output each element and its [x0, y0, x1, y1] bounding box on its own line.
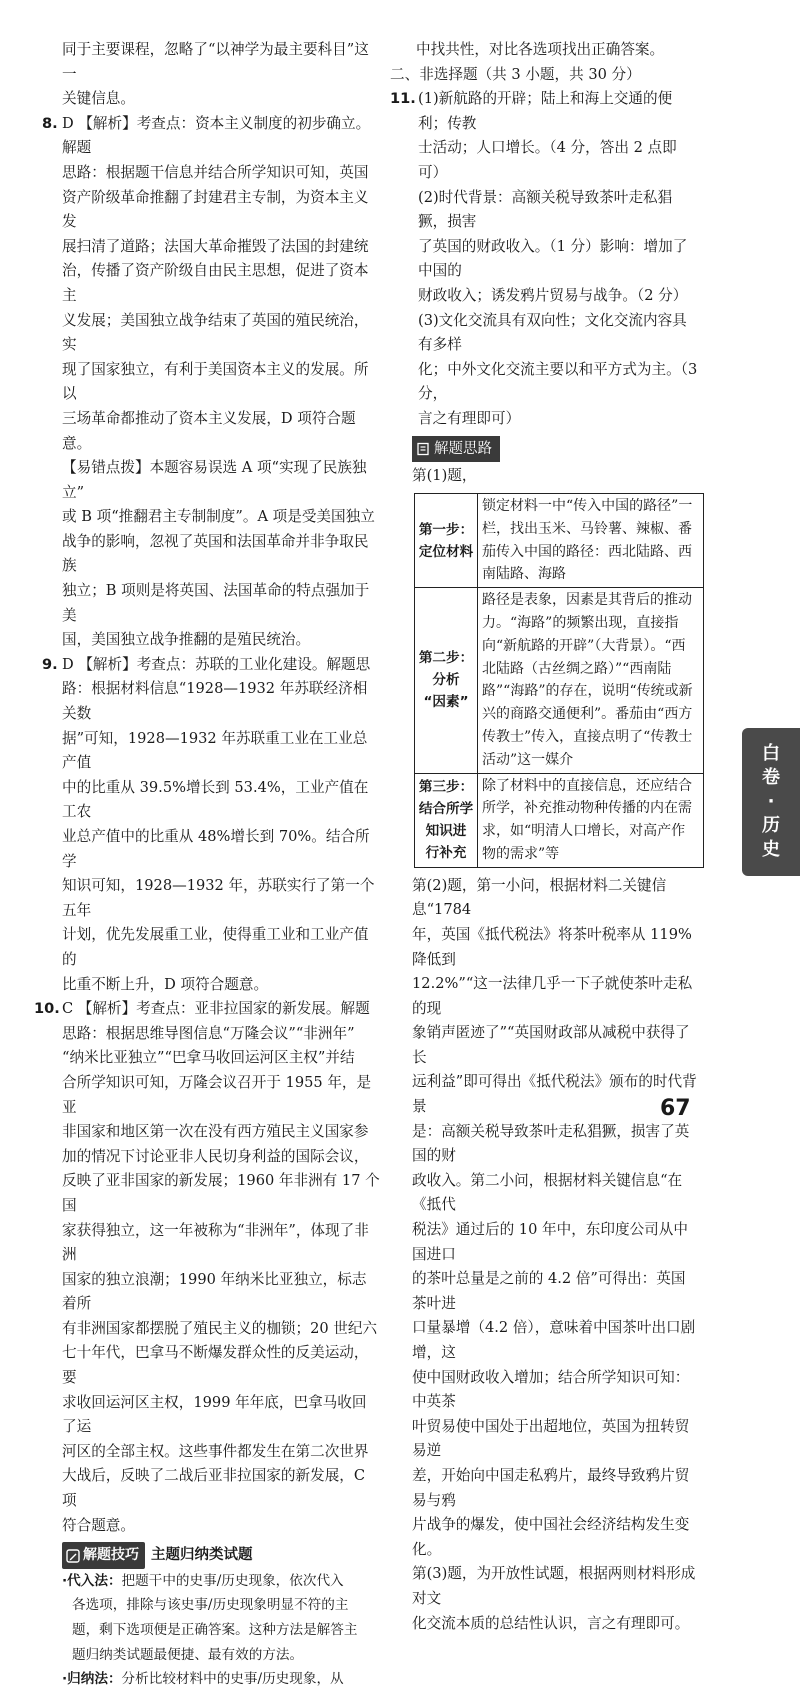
- text-line: 使中国财政收入增加；结合所学知识可知：中英茶: [412, 1368, 690, 1411]
- text-line: 知识可知，1928—1932 年，苏联实行了第一个五年: [62, 877, 375, 919]
- text-line: 言之有理即可）: [418, 409, 521, 427]
- text-line: 象销声匿迹了”“英国财政部从减税中获得了长: [412, 1024, 690, 1066]
- text-line: 求收回运河区主权，1999 年年底，巴拿马收回了运: [62, 1393, 367, 1436]
- side-tab: [742, 728, 800, 876]
- text-line: 题，剩下选项便是正确答案。这种方法是解答主: [72, 1622, 358, 1638]
- steps-table: [414, 493, 704, 868]
- text-line: 反映了亚非国家的新发展；1960 年非洲有 17 个国: [62, 1172, 380, 1214]
- table-row: [415, 493, 704, 587]
- text-line: 的茶叶总量是之前的 4.2 倍”可得出：英国茶叶进: [412, 1270, 686, 1312]
- answer-q10: [34, 997, 380, 1538]
- tip-box: [62, 1542, 380, 1692]
- text-line: 独立；B 项则是将英国、法国革命的特点强加于美: [62, 582, 370, 624]
- text-line: 远利益”即可得出《抵代税法》颁布的时代背景: [412, 1073, 697, 1116]
- text-line: 第(2)题，第一小问，根据材料二关键信息“1784: [412, 876, 667, 919]
- text-line: 治，传播了资产阶级自由民主思想，促进了资本主: [62, 262, 369, 304]
- step-label: 第一步：: [418, 521, 474, 538]
- table-row: [415, 773, 704, 867]
- text-line: D 【解析】考查点：苏联的工业化建设。解题思: [62, 655, 371, 673]
- side-tab-char: 白: [762, 743, 780, 764]
- step-cell: [415, 588, 478, 773]
- tip-item-label: ·代入法：: [62, 1572, 122, 1589]
- table-row: [415, 588, 704, 773]
- step-label: 第三步：: [418, 779, 474, 796]
- step-label: 结合所学: [418, 801, 474, 818]
- text-line: 加的情况下讨论亚非人民切身利益的国际会议，: [62, 1147, 369, 1165]
- answer-q11: [390, 87, 698, 431]
- text-line: 士活动；人口增长。（4 分，答出 2 点即可）: [418, 139, 677, 181]
- tip-badge: [62, 1542, 145, 1569]
- text-line: 河区的全部主权。这些事件都发生在第二次世界: [62, 1442, 369, 1460]
- section-title: 二、非选择题（共 3 小题，共 30 分）: [390, 65, 641, 83]
- analysis-block: [398, 432, 698, 1637]
- text-line: 战争的影响，忽视了英国和法国革命并非争取民族: [62, 532, 369, 575]
- text-line: 叶贸易使中国处于出超地位，英国为扭转贸易逆: [412, 1417, 690, 1460]
- text-line: 12.2%”“这一法律几乎一下子就使茶叶走私的现: [412, 975, 693, 1017]
- text-line: 中的比重从 39.5%增长到 53.4%，工业产值在工农: [62, 778, 369, 821]
- tip-item: [62, 1569, 380, 1667]
- text-line: 财政收入；诱发鸦片贸易与战争。（2 分）: [418, 286, 688, 304]
- text-line: 分析比较材料中的史事/历史现象，从: [121, 1671, 344, 1688]
- text-line: 各选项，排除与该史事/历史现象明显不符的主: [72, 1597, 349, 1614]
- text-line: 化；中外文化交流主要以和平方式为主。（3 分，: [418, 360, 698, 403]
- answer-q9: [42, 653, 380, 997]
- text-line: 了英国的财政收入。（1 分）影响：增加了中国的: [418, 237, 688, 280]
- tip-item: [62, 1667, 380, 1692]
- side-tab-char: 历: [762, 815, 780, 836]
- text-line: 有非洲国家都摆脱了殖民主义的枷锁；20 世纪六: [62, 1319, 378, 1337]
- question-number: 9.: [42, 655, 58, 673]
- text-line: 非国家和地区第一次在没有西方殖民主义国家参: [62, 1123, 369, 1141]
- text-line: C 【解析】考查点：亚非拉国家的新发展。解题: [62, 1000, 370, 1018]
- analysis-text: [412, 874, 698, 1636]
- text-line: 国，美国独立战争推翻的是殖民统治。: [62, 631, 311, 649]
- text-line: 比重不断上升，D 项符合题意。: [62, 975, 269, 993]
- text-line: 资产阶级革命推翻了封建君主专制，为资本主义发: [62, 188, 369, 231]
- question-number: 10.: [34, 1000, 60, 1018]
- text-line: 大战后，反映了二战后亚非拉国家的新发展，C 项: [62, 1467, 366, 1510]
- left-column: [34, 38, 380, 1692]
- text-line: 现了国家独立，有利于美国资本主义的发展。所以: [62, 360, 369, 403]
- step-cell: [415, 493, 478, 587]
- text-line: 【易错点拨】本题容易误选 A 项“实现了民族独立”: [62, 459, 367, 501]
- side-tab-char: ·: [767, 791, 775, 812]
- right-column: [390, 38, 698, 1636]
- text-line: 计划，优先发展重工业，使得重工业和工业产值的: [62, 926, 369, 968]
- text-line: “纳米比亚独立”“巴拿马收回运河区主权”并结: [62, 1049, 355, 1067]
- text-line: 家获得独立，这一年被称为“非洲年”，体现了非洲: [62, 1221, 369, 1264]
- step-label: 定位材料: [418, 543, 474, 560]
- text-line: 七十年代，巴拿马不断爆发群众性的反美运动，要: [62, 1344, 369, 1387]
- text-line: 展扫清了道路；法国大革命摧毁了法国的封建统: [62, 237, 369, 255]
- side-tab-char: 卷: [762, 767, 780, 788]
- question-number: 11.: [390, 90, 416, 108]
- text-line: 路：根据材料信息“1928—1932 年苏联经济相关数: [62, 680, 368, 723]
- step-cell: [415, 773, 478, 867]
- text-line: 同于主要课程，忽略了“以神学为最主要科目”这一: [62, 41, 369, 83]
- step-label: 行补充: [425, 845, 467, 862]
- text-line: 中找共性，对比各选项找出正确答案。: [416, 41, 665, 58]
- tip-title: 主题归纳类试题: [151, 1547, 253, 1564]
- text-line: (1)新航路的开辟；陆上和海上交通的便利；传教: [418, 90, 673, 132]
- pen-icon: [66, 1549, 80, 1563]
- step-label: 第二步：: [418, 650, 474, 667]
- page-number: 67: [660, 1096, 691, 1121]
- tip-item-label: ·归纳法：: [62, 1671, 122, 1688]
- side-tab-char: 史: [762, 839, 780, 860]
- step-label: 知识进: [425, 823, 467, 840]
- text-line: 化交流本质的总结性认识，言之有理即可。: [412, 1614, 690, 1632]
- text-line: 符合题意。: [62, 1516, 135, 1534]
- answer-q8: [42, 112, 380, 653]
- step-label: 分析: [432, 672, 460, 689]
- part-label: 第(1)题，: [412, 467, 477, 485]
- text-line: 合所学知识可知，万隆会议召开于 1955 年，是亚: [62, 1073, 372, 1116]
- text-line: 是：高额关税导致茶叶走私猖獗，损害了英国的财: [412, 1122, 690, 1165]
- notebook-icon: [416, 442, 430, 456]
- text-line: 据”可知，1928—1932 年苏联重工业在工业总产值: [62, 729, 368, 772]
- text-line: 差，开始向中国走私鸦片，最终导致鸦片贸易与鸦: [412, 1466, 690, 1509]
- text-line: 年，英国《抵代税法》将茶叶税率从 119%降低到: [412, 925, 692, 968]
- text-line: 业总产值中的比重从 48%增长到 70%。结合所学: [62, 828, 370, 870]
- text-line: 题归纳类试题最便捷、最有效的方法。: [72, 1646, 304, 1663]
- analysis-badge: [412, 436, 500, 463]
- step-content: 除了材料中的直接信息，还应结合所学，补充推动物种传播的内在需求，如“明清人口增长，对高产作物的需求”等: [478, 773, 704, 867]
- text-line: 或 B 项“推翻君主专制制度”。A 项是受美国独立: [62, 508, 375, 526]
- text-line: 片战争的爆发，使中国社会经济结构发生变化。: [412, 1516, 690, 1558]
- text-line: D 【解析】考查点：资本主义制度的初步确立。解题: [62, 114, 371, 157]
- text-line: 政收入。第二小问，根据材料关键信息“在《抵代: [412, 1171, 683, 1214]
- analysis-badge-label: 解题思路: [434, 440, 492, 457]
- text-line: 第(3)题，为开放性试题，根据两则材料形成对文: [412, 1565, 696, 1607]
- text-line: 把题干中的史事/历史现象，依次代入: [121, 1572, 344, 1589]
- step-content: 路径是表象，因素是其背后的推动力。“海路”的频繁出现，直接指向“新航路的开辟”（大背景）。“西北陆路（古丝绸之路）”“西南陆路”“海路”的存在，说明“传统或新兴的商路交通便利”。番茄由“西方传教士”传入，直接点明了“传教士活动”这一媒介: [478, 588, 704, 773]
- text-line: 口量暴增（4.2 倍），意味着中国茶叶出口剧增，这: [412, 1319, 696, 1362]
- text-line: 思路：根据题干信息并结合所学知识可知，英国: [62, 163, 369, 181]
- tip-badge-label: 解题技巧: [83, 1547, 139, 1564]
- step-content: 锁定材料一中“传入中国的路径”一栏，找出玉米、马铃薯、辣椒、番茄传入中国的路径：西北陆路、西南陆路、海路: [478, 493, 704, 587]
- text-line: 关键信息。: [62, 90, 135, 108]
- text-line: 三场革命都推动了资本主义发展，D 项符合题意。: [62, 409, 356, 452]
- tip-header: [62, 1542, 380, 1569]
- text-line: 税法》通过后的 10 年中，东印度公司从中国进口: [412, 1221, 688, 1263]
- text-line: 思路：根据思维导图信息“万隆会议”“非洲年”: [62, 1024, 355, 1042]
- text-line: (3)文化交流具有双向性；文化交流内容具有多样: [418, 311, 687, 354]
- intro-block: [62, 38, 380, 112]
- text-line: 义发展；美国独立战争结束了英国的殖民统治，实: [62, 311, 369, 354]
- question-number: 8.: [42, 114, 58, 132]
- text-line: 国家的独立浪潮；1990 年纳米比亚独立，标志着所: [62, 1270, 367, 1313]
- text-line: (2)时代背景：高额关税导致茶叶走私猖獗，损害: [418, 188, 673, 231]
- step-label: “因素”: [423, 694, 469, 711]
